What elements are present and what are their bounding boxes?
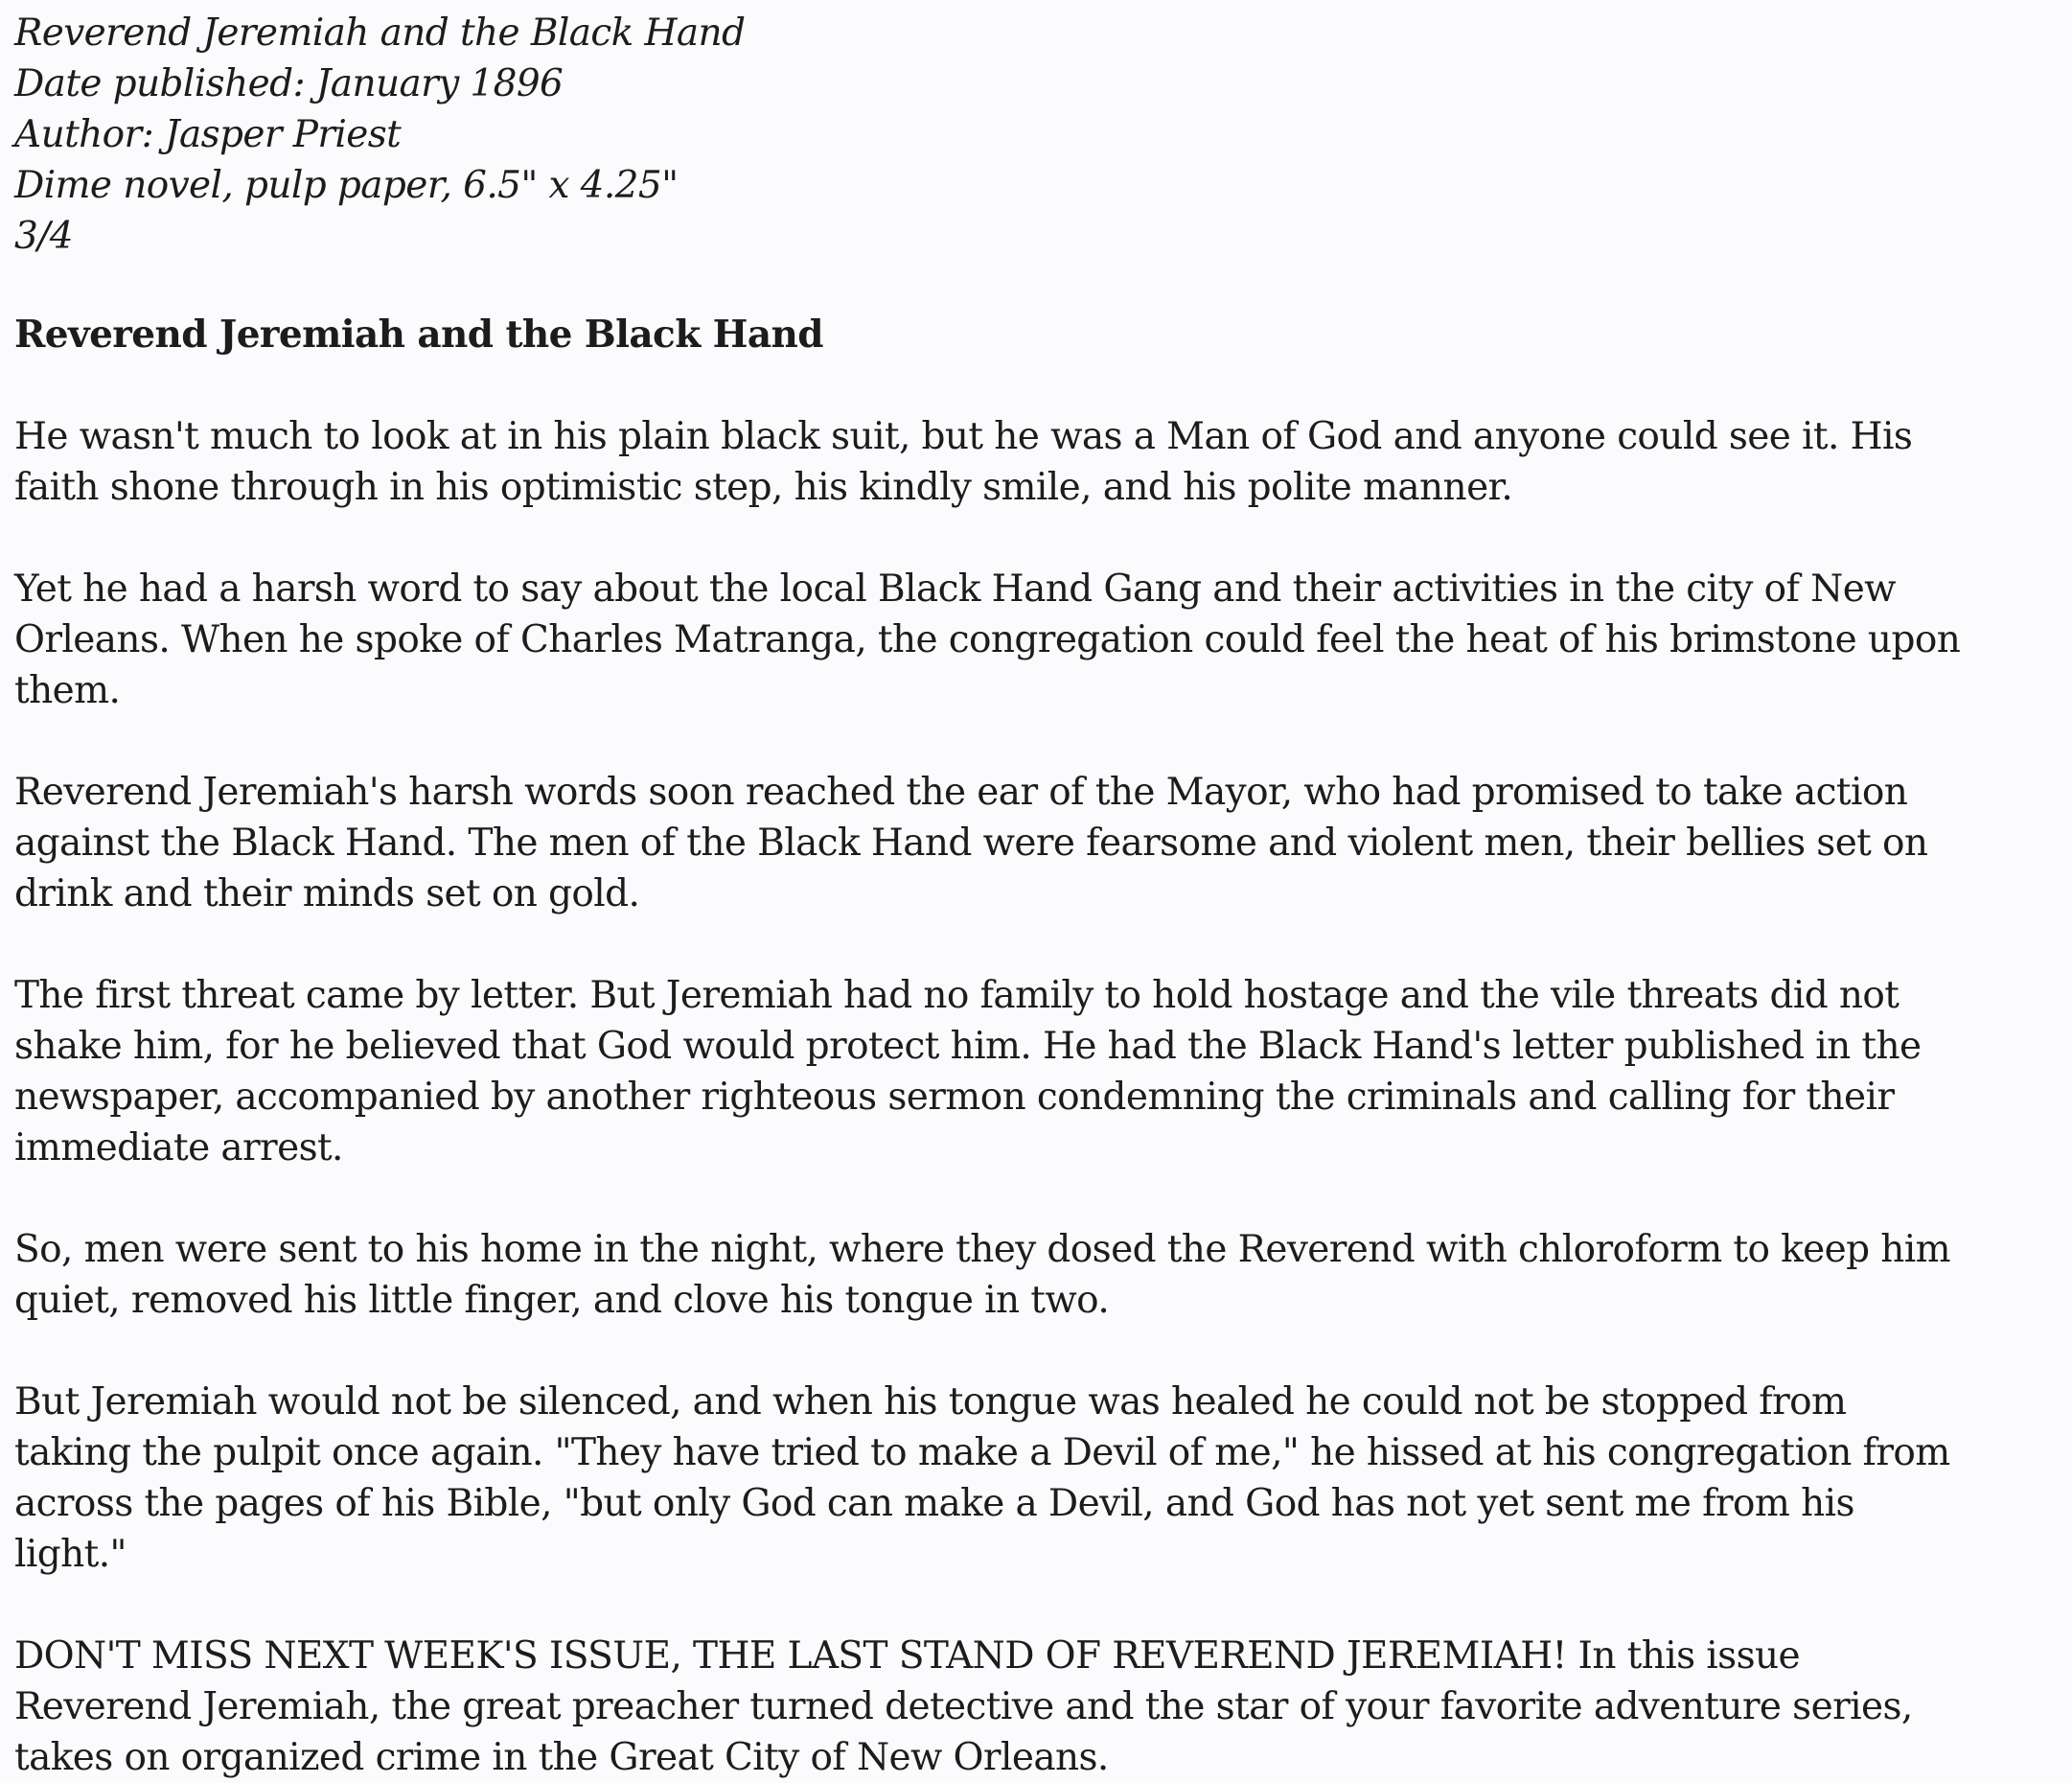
story-paragraph: DON'T MISS NEXT WEEK'S ISSUE, THE LAST STAND OF REVEREND JEREMIAH! In this issue Reverend Jeremiah, the great preacher turned detective and the star of your favorite adventure series, takes on organized crime in the Great City of New Orleans.	[14, 1634, 1913, 1779]
story-paragraph: So, men were sent to his home in the night, where they dosed the Reverend with chloroform to keep him quiet, removed his little finger, and clove his tongue in two.	[14, 1228, 1951, 1322]
author: Author: Jasper Priest	[14, 113, 402, 156]
story-paragraph: The first threat came by letter. But Jeremiah had no family to hold hostage and the vile threats did not shake him, for he believed that God would protect him. He had the Black Hand's letter published in the newspaper, accompanied by another righteous sermon condemning the criminals and calling for their immediate arrest.	[14, 974, 1922, 1169]
story-paragraph: He wasn't much to look at in his plain black suit, but he was a Man of God and anyone could see it. His faith shone through in his optimistic step, his kindly smile, and his polite manner.	[14, 415, 1913, 509]
story-paragraph: Reverend Jeremiah's harsh words soon reached the ear of the Mayor, who had promised to take action against the Black Hand. The men of the Black Hand were fearsome and violent men, their bellies set on drink and their minds set on gold.	[14, 771, 1928, 915]
date-published: Date published: January 1896	[14, 62, 564, 105]
format-description: Dime novel, pulp paper, 6.5" x 4.25"	[14, 164, 679, 207]
metadata-block	[14, 8, 1989, 262]
story-title: Reverend Jeremiah and the Black Hand	[14, 313, 823, 357]
page-indicator: 3/4	[14, 215, 73, 258]
book-title: Reverend Jeremiah and the Black Hand	[14, 12, 746, 55]
story-paragraph: But Jeremiah would not be silenced, and when his tongue was healed he could not be stopped from taking the pulpit once again. "They have tried to make a Devil of me," he hissed at his congregation from across the pages of his Bible, "but only God can make a Devil, and God has not yet sent me from his light."	[14, 1380, 1950, 1576]
story-paragraph: Yet he had a harsh word to say about the local Black Hand Gang and their activities in the city of New Orleans. When he spoke of Charles Matranga, the congregation could feel the heat of his brimstone upon them.	[14, 567, 1961, 712]
